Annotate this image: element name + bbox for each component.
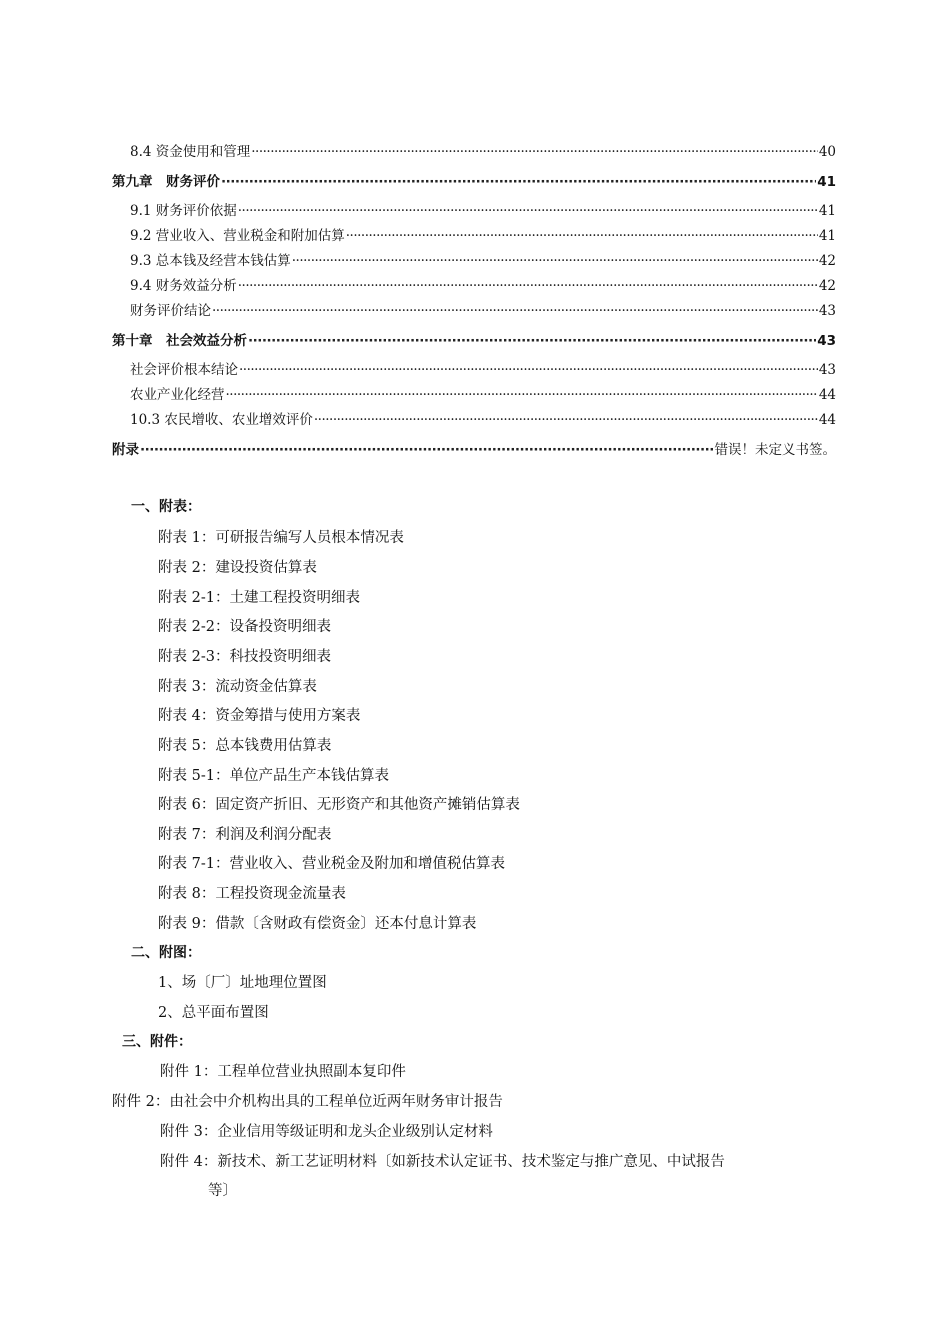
appendix-table-item: 附表 5：总本钱费用估算表 [158,738,332,754]
appendix-table-item: 附表 4：资金筹措与使用方案表 [158,708,361,724]
table-of-contents [112,140,836,467]
toc-appendix[interactable]: 附录 ····· 错误！未定义书签。 [112,433,836,467]
appendix-table-item: 附表 3：流动资金估算表 [158,679,317,695]
appendix-figure-item: 1、场〔厂〕址地理位置图 [158,975,327,991]
toc-entry[interactable]: 9.2 营业收入、营业税金和附加估算 ····· 41 [112,224,836,249]
appendix-attachments-heading: 三、附件： [122,1034,192,1050]
toc-chapter[interactable]: 第九章 财务评价 ····· 41 [112,165,836,199]
appendix-attachment-continuation: 等〕 [208,1183,237,1199]
appendix-attachment-item: 附件 2：由社会中介机构出具的工程单位近两年财务审计报告 [112,1094,503,1110]
toc-entry[interactable]: 9.3 总本钱及经营本钱估算 ····· 42 [112,249,836,274]
appendix-tables-heading: 一、附表： [131,499,201,515]
appendix-figure-item: 2、总平面布置图 [158,1005,269,1021]
appendix-table-item: 附表 2-1：土建工程投资明细表 [158,590,360,606]
appendix-table-item: 附表 6：固定资产折旧、无形资产和其他资产摊销估算表 [158,797,520,813]
appendix-table-item: 附表 2-3：科技投资明细表 [158,649,331,665]
appendix-attachment-item: 附件 1：工程单位营业执照副本复印件 [160,1064,406,1080]
appendix-table-item: 附表 2-2：设备投资明细表 [158,619,331,635]
toc-entry[interactable]: 农业产业化经营 ····· 44 [112,383,836,408]
toc-entry[interactable]: 社会评价根本结论 ····· 43 [112,358,836,383]
toc-entry[interactable]: 10.3 农民增收、农业增效评价 ····· 44 [112,408,836,433]
appendix-table-item: 附表 9：借款〔含财政有偿资金〕还本付息计算表 [158,916,477,932]
appendix-table-item: 附表 8：工程投资现金流量表 [158,886,346,902]
toc-entry[interactable]: 9.4 财务效益分析 ····· 42 [112,274,836,299]
toc-entry[interactable]: 8.4 资金使用和管理 ····· 40 [112,140,836,165]
toc-entry[interactable]: 财务评价结论 ····· 43 [112,299,836,324]
appendix-figures-heading: 二、附图： [131,945,201,961]
appendix-table-item: 附表 7-1：营业收入、营业税金及附加和增值税估算表 [158,856,505,872]
appendix-table-item: 附表 2：建设投资估算表 [158,560,317,576]
appendix-attachment-item: 附件 4：新技术、新工艺证明材料〔如新技术认定证书、技术鉴定与推广意见、中试报告 [160,1154,725,1170]
appendix-table-item: 附表 5-1：单位产品生产本钱估算表 [158,768,389,784]
appendix-attachment-item: 附件 3：企业信用等级证明和龙头企业级别认定材料 [160,1124,493,1140]
toc-entry[interactable]: 9.1 财务评价依据 ····· 41 [112,199,836,224]
toc-chapter[interactable]: 第十章 社会效益分析 ····· 43 [112,324,836,358]
appendix-table-item: 附表 7：利润及利润分配表 [158,827,332,843]
appendix-table-item: 附表 1：可研报告编写人员根本情况表 [158,530,404,546]
